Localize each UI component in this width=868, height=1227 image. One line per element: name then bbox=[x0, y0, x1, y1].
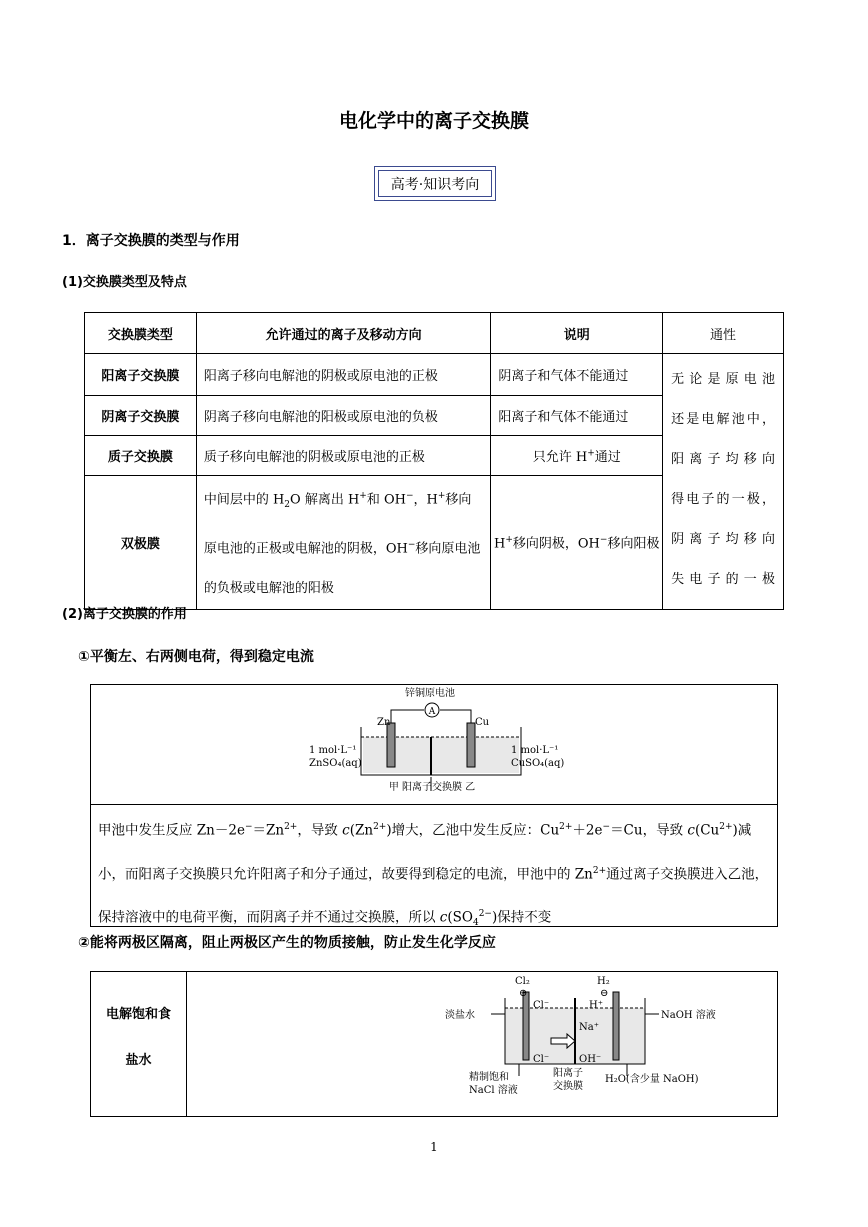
header-type: 交换膜类型 bbox=[85, 313, 197, 354]
zinc-copper-cell-diagram bbox=[91, 685, 777, 803]
subsection-heading-1: (1)交换膜类型及特点 bbox=[62, 275, 187, 290]
plus-icon: ⊕ bbox=[519, 988, 528, 999]
row-note: 阴离子和气体不能通过 bbox=[491, 354, 663, 396]
page-title: 电化学中的离子交换膜 bbox=[338, 110, 529, 132]
common-line: 得电子的一极， bbox=[671, 492, 775, 507]
row-ions: 阳离子移向电解池的阴极或原电池的正极 bbox=[196, 354, 491, 396]
right-concentration: 1 mol·L⁻¹ bbox=[511, 745, 559, 756]
row-type: 阳离子交换膜 bbox=[85, 354, 197, 396]
row-type: 质子交换膜 bbox=[85, 436, 197, 476]
brine-label bbox=[91, 992, 186, 1084]
right-solution: CuSO₄(aq) bbox=[511, 758, 565, 769]
row-note: 只允许 H+通过 bbox=[491, 436, 663, 476]
cl-ion-bottom: Cl⁻ bbox=[533, 1054, 550, 1065]
left-solution: ZnSO₄(aq) bbox=[309, 758, 362, 769]
common-line: 失电子的一极 bbox=[671, 572, 775, 587]
feed-left-line2: NaCl 溶液 bbox=[469, 1085, 518, 1096]
copper-electrode bbox=[467, 723, 475, 767]
row-type: 阴离子交换膜 bbox=[85, 396, 197, 436]
zinc-label: Zn bbox=[377, 717, 391, 728]
header-common: 通性 bbox=[663, 313, 784, 354]
cl2-label: Cl₂ bbox=[515, 976, 530, 987]
brine-electrolysis-box bbox=[90, 971, 778, 1117]
row-note: 阳离子和气体不能通过 bbox=[491, 396, 663, 436]
section-badge-label: 高考·知识考向 bbox=[378, 170, 492, 197]
cl-ion-label: Cl⁻ bbox=[533, 1000, 550, 1011]
naoh-output-label: NaOH 溶液 bbox=[661, 1010, 716, 1021]
na-ion-label: Na⁺ bbox=[579, 1022, 599, 1033]
row-note: H+移向阴极，OH−移向阳极 bbox=[491, 476, 663, 610]
galvanic-cell-box bbox=[90, 684, 778, 927]
oh-ion-bottom: OH⁻ bbox=[579, 1054, 602, 1065]
copper-label: Cu bbox=[475, 717, 490, 728]
header-ions: 允许通过的离子及移动方向 bbox=[196, 313, 491, 354]
dilute-brine-label: 淡盐水 bbox=[445, 1010, 475, 1021]
galvanic-explanation: 甲池中发生反应 $Zn-2e^-=Zn^{2+}$，导致 $c(Zn^{2+})$增大，乙池中发生反应：$Cu^{2+}+2e^-=Cu$，导致 $c(Cu^{2+})$减小，而阳离子交换膜只允许阳离子和分子通过，故要得到稳定的电流，甲池中的 $Zn^{2+}$通过离子交换膜进入乙池，保持溶液中的电荷平衡，而阴离子并不通过交换膜，所以 $c(SO_4^{2-})$保持不变 bbox=[98, 822, 769, 929]
chlor-alkali-diagram bbox=[187, 972, 777, 1116]
row-ions: 质子移向电解池的阴极或原电池的正极 bbox=[196, 436, 491, 476]
point-2: ②能将两极区隔离，阻止两极区产生的物质接触，防止发生化学反应 bbox=[78, 935, 496, 951]
brine-label-line: 盐水 bbox=[125, 1053, 152, 1068]
h-ion-label: H⁺ bbox=[589, 1000, 603, 1011]
point-1: ①平衡左、右两侧电荷，得到稳定电流 bbox=[78, 649, 314, 665]
section-badge bbox=[374, 166, 496, 201]
brine-label-line: 电解饱和食 bbox=[105, 1007, 171, 1022]
table-row bbox=[85, 354, 784, 396]
ammeter-label: A bbox=[428, 707, 436, 717]
common-line: 阳离子均移向 bbox=[671, 452, 775, 467]
subsection-heading-2: (2)离子交换膜的作用 bbox=[62, 607, 187, 622]
zinc-electrode bbox=[387, 723, 395, 767]
membrane-label-line1: 阳离子 bbox=[553, 1068, 583, 1079]
left-concentration: 1 mol·L⁻¹ bbox=[309, 745, 357, 756]
cell-title: 锌铜原电池 bbox=[405, 688, 455, 699]
cathode bbox=[613, 992, 619, 1060]
membrane-types-table bbox=[84, 312, 784, 610]
h2-label: H₂ bbox=[597, 976, 610, 987]
common-line: 无论是原电池 bbox=[671, 372, 775, 387]
membrane-label-line2: 交换膜 bbox=[553, 1081, 583, 1092]
page-number: 1 bbox=[430, 1140, 438, 1154]
row-ions: 阴离子移向电解池的阳极或原电池的负极 bbox=[196, 396, 491, 436]
feed-right-label: H₂O(含少量 NaOH) bbox=[605, 1074, 699, 1085]
common-property-cell bbox=[663, 354, 784, 610]
header-note: 说明 bbox=[491, 313, 663, 354]
minus-icon: ⊖ bbox=[600, 988, 609, 999]
divider bbox=[91, 804, 777, 805]
row-ions: 中间层中的 $H_2O$ 解离出 H+和 OH−，H+移向原电池的正极或电解池的阴极，OH−移向原电池的负极或电解池的阳极 bbox=[196, 476, 491, 610]
section-heading: 1．离子交换膜的类型与作用 bbox=[62, 233, 240, 249]
row-type: 双极膜 bbox=[85, 476, 197, 610]
cell-caption: 甲 阳离子交换膜 乙 bbox=[388, 782, 476, 793]
anode bbox=[523, 992, 529, 1060]
common-line: 阴离子均移向 bbox=[671, 532, 775, 547]
table-header-row bbox=[85, 313, 784, 354]
common-line: 还是电解池中， bbox=[671, 412, 775, 427]
feed-left-line1: 精制饱和 bbox=[469, 1072, 509, 1083]
